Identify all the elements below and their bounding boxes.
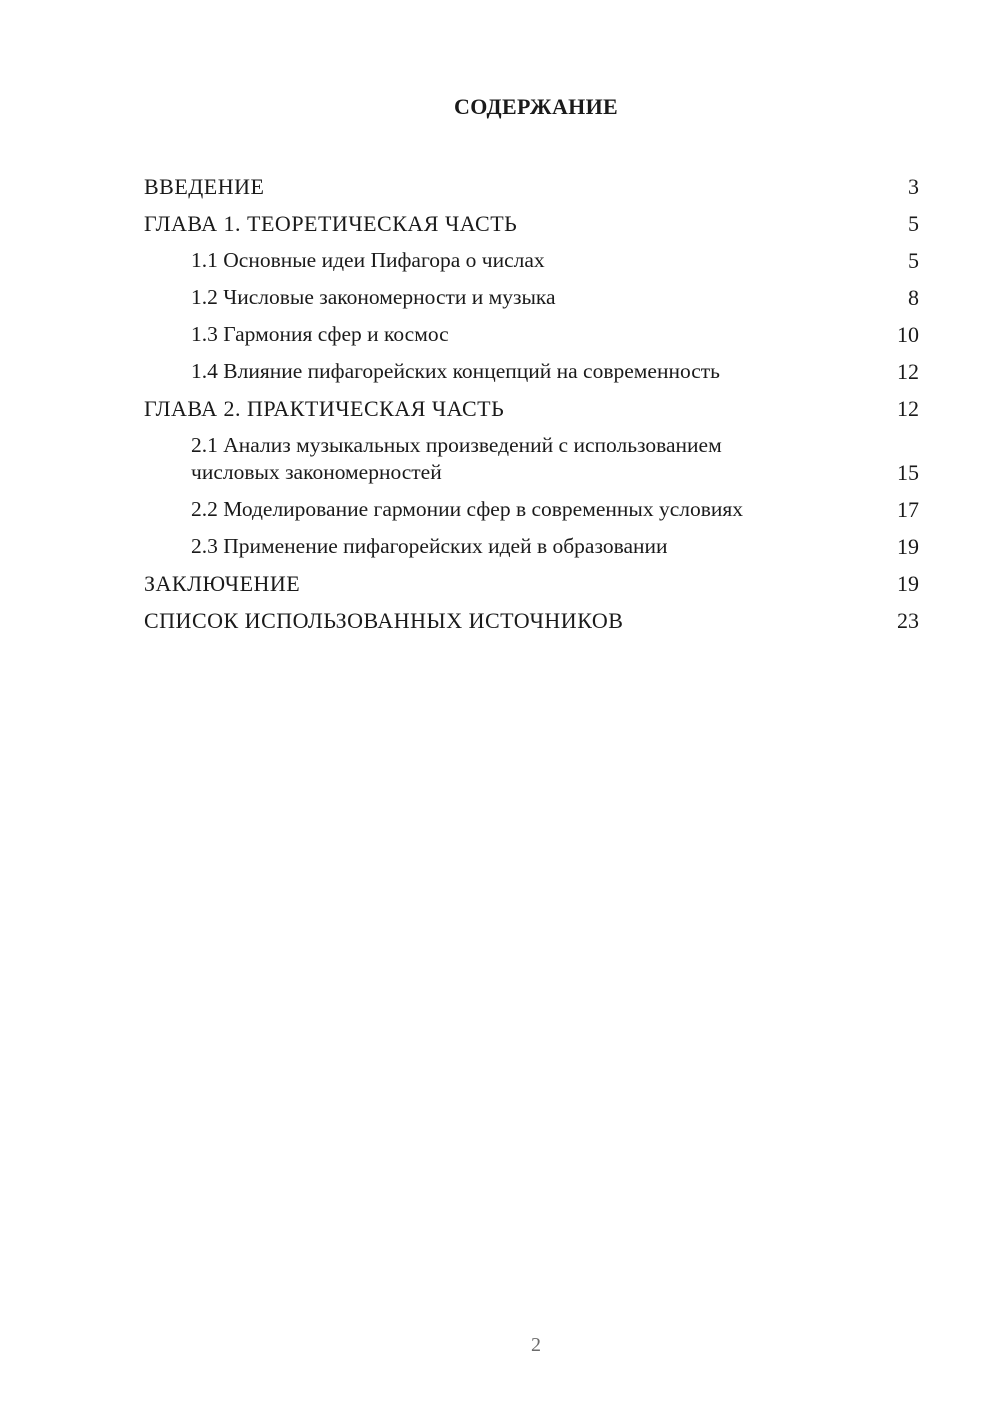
toc-entry-text: 1.1 Основные идеи Пифагора о числах xyxy=(191,248,545,272)
toc-entry-page: 8 xyxy=(908,285,919,310)
toc-entry-chapter-2 xyxy=(144,390,919,427)
toc-entry-page: 12 xyxy=(897,359,919,384)
toc-entry-page: 12 xyxy=(897,396,919,421)
toc-entry-page: 10 xyxy=(897,322,919,347)
toc-entry-text: 2.3 Применение пифагорейских идей в образовании xyxy=(191,534,668,558)
table-of-contents xyxy=(144,168,919,639)
toc-entry-section-2-1 xyxy=(144,427,919,491)
toc-entry-section-1-1 xyxy=(144,242,919,279)
toc-entry-page: 17 xyxy=(897,497,919,522)
toc-entry-page: 3 xyxy=(908,174,919,199)
toc-entry-page: 19 xyxy=(897,571,919,596)
toc-entry-text: 1.2 Числовые закономерности и музыка xyxy=(191,285,556,309)
toc-entry-page: 15 xyxy=(897,460,919,485)
toc-entry-page: 5 xyxy=(908,211,919,236)
toc-entry-text: 2.2 Моделирование гармонии сфер в современных условиях xyxy=(191,497,744,521)
toc-entry-conclusion xyxy=(144,565,919,602)
toc-entry-text: ГЛАВА 1. ТЕОРЕТИЧЕСКАЯ ЧАСТЬ xyxy=(144,211,518,236)
toc-entry-section-1-3 xyxy=(144,316,919,353)
toc-entry-page: 23 xyxy=(897,608,919,633)
toc-entry-text: СПИСОК ИСПОЛЬЗОВАННЫХ ИСТОЧНИКОВ xyxy=(144,608,624,633)
page-number: 2 xyxy=(531,1334,541,1356)
toc-entry-chapter-1 xyxy=(144,205,919,242)
toc-entry-section-2-3 xyxy=(144,528,919,565)
toc-entry-page: 19 xyxy=(897,534,919,559)
toc-entry-section-2-2 xyxy=(144,491,919,528)
toc-entry-text: ВВЕДЕНИЕ xyxy=(144,174,265,199)
toc-entry-text: ЗАКЛЮЧЕНИЕ xyxy=(144,571,301,596)
toc-entry-section-1-4 xyxy=(144,353,919,390)
toc-entry-text: 1.4 Влияние пифагорейских концепций на современность xyxy=(191,359,720,383)
toc-entry-text: 2.1 Анализ музыкальных произведений с использованием числовых закономерностей xyxy=(191,433,722,484)
toc-entry-page: 5 xyxy=(908,248,919,273)
toc-entry-references xyxy=(144,602,919,639)
toc-title: СОДЕРЖАНИЕ xyxy=(454,94,618,119)
toc-entry-section-1-2 xyxy=(144,279,919,316)
toc-entry-introduction xyxy=(144,168,919,205)
toc-entry-text: ГЛАВА 2. ПРАКТИЧЕСКАЯ ЧАСТЬ xyxy=(144,396,505,421)
toc-entry-text: 1.3 Гармония сфер и космос xyxy=(191,322,449,346)
